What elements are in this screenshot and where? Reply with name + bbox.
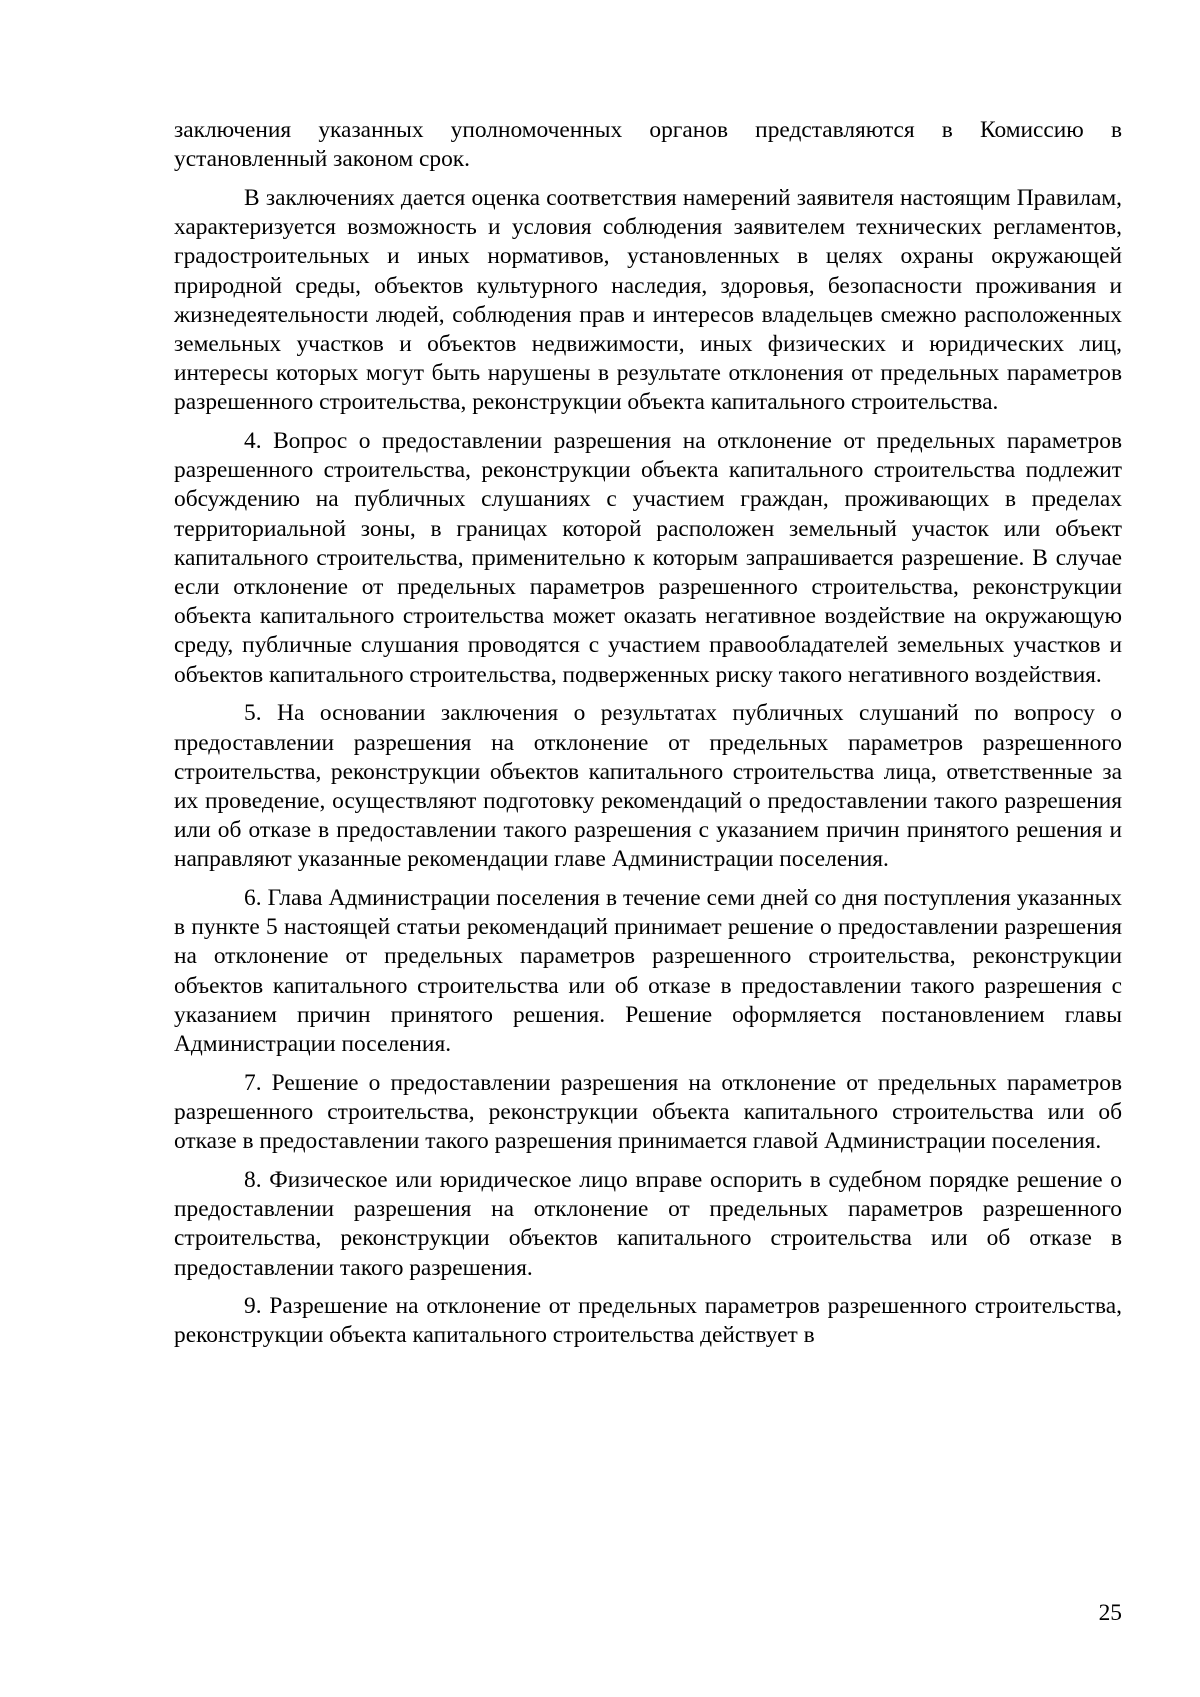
paragraph-item-5: 5. На основании заключения о результатах публичных слушаний по вопросу о предоставлении разрешения на отклонение от предельных параметров разрешенного строительства, реконструкции объектов капитального строительства лица, ответственные за их проведение, осуществляют подготовку рекомендаций о предоставлении такого разрешения или об отказе в предоставлении такого разрешения с указанием причин принятого решения и направляют указанные рекомендации главе Администрации поселения. [174, 700, 1122, 873]
document-body [174, 116, 1122, 1360]
paragraph-item-4: 4. Вопрос о предоставлении разрешения на отклонение от предельных параметров разрешенного строительства, реконструкции объекта капитального строительства подлежит обсуждению на публичных слушаниях с участием граждан, проживающих в пределах территориальной зоны, в границах которой расположен земельный участок или объект капитального строительства, применительно к которым запрашивается разрешение. В случае если отклонение от предельных параметров разрешенного строительства, реконструкции объекта капитального строительства может оказать негативное воздействие на окружающую среду, публичные слушания проводятся с участием правообладателей земельных участков и объектов капитального строительства, подверженных риску такого негативного воздействия. [174, 428, 1122, 688]
paragraph-item-6: 6. Глава Администрации поселения в течение семи дней со дня поступления указанных в пункте 5 настоящей статьи рекомендаций принимает решение о предоставлении разрешения на отклонение от предельных параметров разрешенного строительства, реконструкции объектов капитального строительства или об отказе в предоставлении такого разрешения с указанием причин принятого решения. Решение оформляется постановлением главы Администрации поселения. [174, 885, 1122, 1058]
paragraph-item-9: 9. Разрешение на отклонение от предельных параметров разрешенного строительства, реконструкции объекта капитального строительства действует в [174, 1293, 1122, 1349]
paragraph-item-7: 7. Решение о предоставлении разрешения на отклонение от предельных параметров разрешенного строительства, реконструкции объекта капитального строительства или об отказе в предоставлении такого разрешения принимается главой Администрации поселения. [174, 1069, 1122, 1155]
paragraph-conclusions: В заключениях дается оценка соответствия намерений заявителя настоящим Правилам, характеризуется возможность и условия соблюдения заявителем технических регламентов, градостроительных и иных нормативов, установленных в целях охраны окружающей природной среды, объектов культурного наследия, здоровья, безопасности проживания и жизнедеятельности людей, соблюдения прав и интересов владельцев смежно расположенных земельных участков и объектов недвижимости, иных физических и юридических лиц, интересы которых могут быть нарушены в результате отклонения от предельных параметров разрешенного строительства, реконструкции объекта капитального строительства. [174, 184, 1122, 416]
paragraph-item-8: 8. Физическое или юридическое лицо вправе оспорить в судебном порядке решение о предоставлении разрешения на отклонение от предельных параметров разрешенного строительства, реконструкции объектов капитального строительства или об отказе в предоставлении такого разрешения. [174, 1166, 1122, 1281]
paragraph-continuation: заключения указанных уполномоченных органов представляются в Комиссию в установленный законом срок. [174, 117, 1122, 173]
page-number: 25 [1098, 1600, 1122, 1626]
